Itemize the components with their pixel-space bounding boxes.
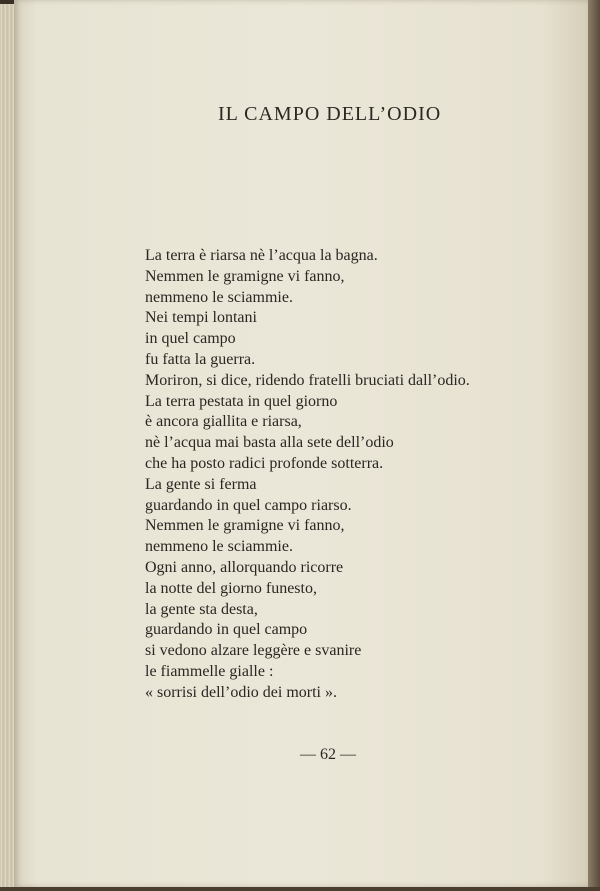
poem-line: Nemmen le gramigne vi fanno, — [145, 517, 345, 535]
poem-body — [145, 246, 470, 704]
poem-line: è ancora giallita e riarsa, — [145, 413, 302, 431]
poem-line: in quel campo — [145, 330, 236, 348]
poem-line: si vedono alzare leggère e svanire — [145, 642, 362, 660]
poem-line: Nei tempi lontani — [145, 309, 257, 327]
poem-line: Moriron, si dice, ridendo fratelli bruciati dall’odio. — [145, 371, 470, 389]
poem-line: La terra è riarsa nè l’acqua la bagna. — [145, 247, 378, 264]
bottom-edge — [0, 887, 600, 891]
page-number: — 62 — — [300, 746, 356, 763]
poem-line: nemmeno le sciammie. — [145, 538, 293, 556]
binding-edge — [588, 0, 600, 891]
poem-line: La gente si ferma — [145, 475, 257, 493]
poem-line: Ogni anno, allorquando ricorre — [145, 558, 344, 576]
poem-line: « sorrisi dell’odio dei morti ». — [145, 683, 337, 701]
poem-line: Nemmen le gramigne vi fanno, — [145, 267, 345, 285]
poem-line: che ha posto radici profonde sotterra. — [145, 454, 384, 472]
poem-line: la gente sta desta, — [145, 600, 258, 618]
poem-line: guardando in quel campo — [145, 621, 308, 639]
poem-title: IL CAMPO DELL’ODIO — [218, 103, 442, 125]
poem-line: la notte del giorno funesto, — [145, 579, 317, 597]
poem-line: le fiammelle gialle : — [145, 662, 274, 680]
poem-line: guardando in quel campo riarso. — [145, 496, 352, 514]
poem-line: fu fatta la guerra. — [145, 350, 256, 368]
poem-line: La terra pestata in quel giorno — [145, 392, 338, 410]
poem-line: nemmeno le sciammie. — [145, 288, 293, 306]
poem-line: nè l’acqua mai basta alla sete dell’odio — [145, 434, 394, 452]
